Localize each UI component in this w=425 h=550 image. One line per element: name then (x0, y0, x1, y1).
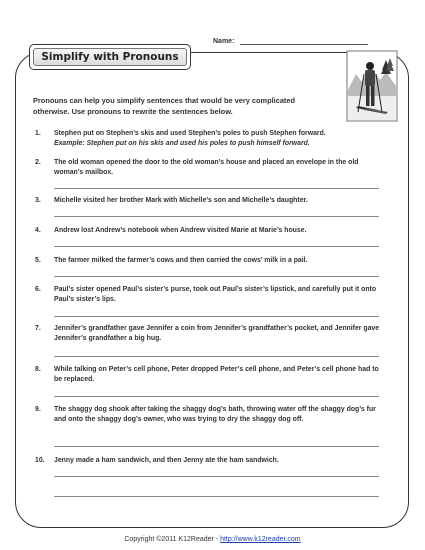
copyright-text: Copyright ©2011 K12Reader - (124, 536, 221, 543)
question-number: 4. (35, 227, 41, 234)
question-number: 2. (35, 159, 41, 166)
answer-line[interactable] (54, 216, 379, 217)
title-tab (29, 44, 191, 70)
answer-line[interactable] (54, 246, 379, 247)
question-text: Michelle visited her brother Mark with Michelle’s son and Michelle’s daughter. (54, 197, 308, 204)
question-text: The old woman opened the door to the old woman’s house and placed an envelope in the old woman’s mailbox. (54, 159, 359, 177)
question-text: Jennifer’s grandfather gave Jennifer a coin from Jennifer’s grandfather’s pocket, and Jennifer gave Jennifer’s grandfather a big hug. (54, 325, 380, 343)
question-text: While talking on Peter’s cell phone, Peter dropped Peter’s cell phone, and Peter’s cell phone had to be replaced. (54, 366, 379, 384)
name-label: Name: (213, 38, 235, 45)
question-number: 9. (35, 406, 41, 413)
instructions: Pronouns can help you simplify sentences that would be very complicated otherwise. Use pronouns to rewrite the sentences below. (33, 96, 296, 116)
question-text: The shaggy dog shook after taking the shaggy dog’s bath, throwing water off the shaggy dog’s fur and onto the shaggy dog’s owner, who was trying to dry the shaggy dog off. (54, 406, 376, 424)
answer-line[interactable] (54, 316, 379, 317)
question-text: Stephen put on Stephen’s skis and used Stephen’s poles to push Stephen forward. (54, 130, 326, 137)
question-text: Jenny made a ham sandwich, and then Jenny ate the ham sandwich. (54, 457, 279, 464)
question-text: The farmer milked the farmer’s cows and then carried the cows’ milk in a pail. (54, 257, 308, 264)
answer-line[interactable] (54, 446, 379, 447)
name-field[interactable] (240, 44, 368, 45)
question-number: 6. (35, 286, 41, 293)
question-number: 5. (35, 257, 41, 264)
answer-line[interactable] (54, 188, 379, 189)
answer-line[interactable] (54, 276, 379, 277)
answer-line[interactable] (54, 396, 379, 397)
footer-link[interactable]: http://www.k12reader.com (220, 536, 301, 543)
answer-line[interactable] (54, 496, 379, 497)
footer (0, 536, 425, 543)
question-number: 1. (35, 130, 41, 137)
question-number: 7. (35, 325, 41, 332)
question-number: 10. (35, 457, 45, 464)
answer-line[interactable] (54, 356, 379, 357)
question-body (54, 129, 380, 150)
question-number: 8. (35, 366, 41, 373)
answer-line[interactable] (54, 476, 379, 477)
question-text: Andrew lost Andrew’s notebook when Andrew visited Marie at Marie’s house. (54, 227, 307, 234)
question-number: 3. (35, 197, 41, 204)
page-title: Simplify with Pronouns (33, 48, 187, 66)
question-text: Paul’s sister opened Paul’s sister’s purse, took out Paul’s sister’s lipstick, and carefully put it onto Paul’s sister’s lips. (54, 286, 377, 304)
skier-illustration (346, 50, 398, 122)
example-text: Example: Stephen put on his skis and used his poles to push himself forward. (54, 140, 310, 148)
